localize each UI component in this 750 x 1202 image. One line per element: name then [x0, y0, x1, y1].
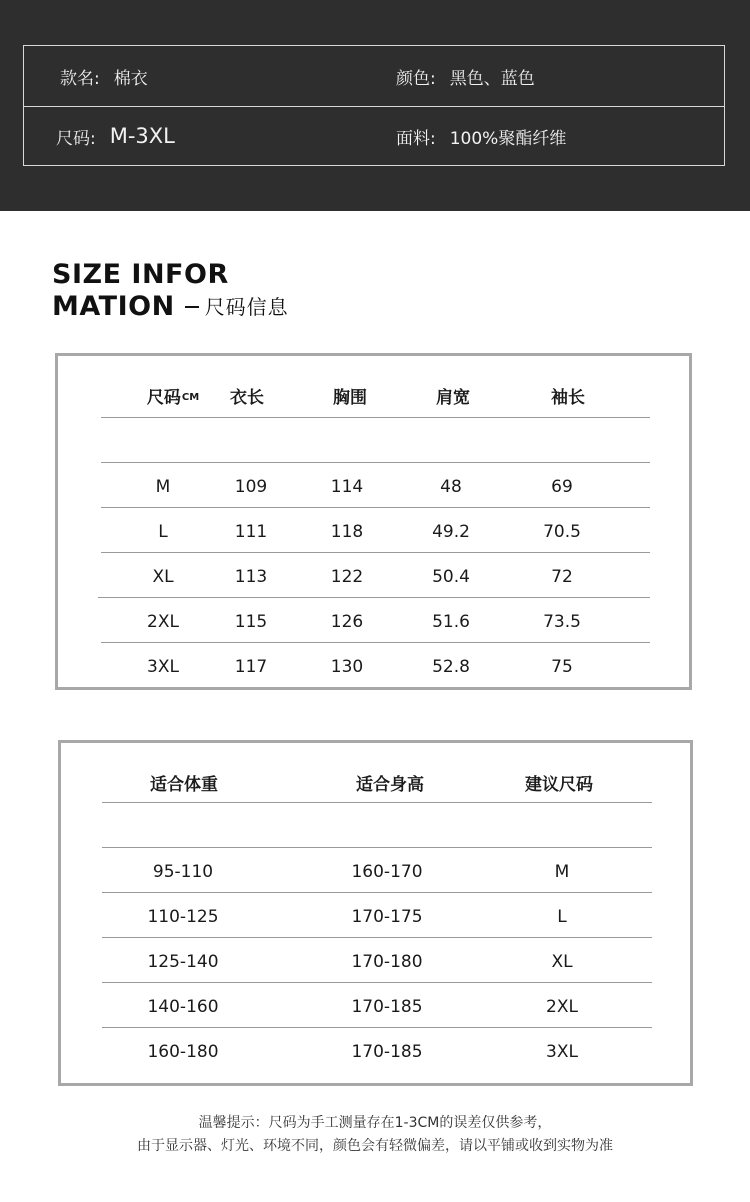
fabric-value: 100%聚酯纤维	[449, 128, 567, 149]
divider	[98, 597, 650, 598]
cell-length: 113	[234, 566, 268, 587]
table-row	[61, 1029, 690, 1074]
header-shoulder: 肩宽	[436, 388, 470, 408]
cell-height: 170-185	[351, 996, 423, 1017]
title-cn: 尺码信息	[204, 295, 289, 319]
color-value: 黑色、蓝色	[449, 68, 535, 89]
header-length: 衣长	[230, 388, 264, 408]
table-row	[61, 939, 690, 984]
table-row	[61, 849, 690, 894]
header-suggested-size: 建议尺码	[525, 775, 593, 795]
cell-height: 170-180	[351, 951, 423, 972]
cell-height: 170-175	[351, 906, 423, 927]
cell-size: 2XL	[147, 611, 179, 632]
table-row	[61, 984, 690, 1029]
divider	[101, 552, 650, 553]
divider	[101, 417, 650, 418]
fabric-cell	[396, 106, 566, 166]
cell-sleeve: 73.5	[543, 611, 581, 632]
cell-chest: 114	[330, 476, 364, 497]
cell-weight: 140-160	[147, 996, 219, 1017]
cell-length: 111	[234, 521, 268, 542]
color-cell	[396, 46, 535, 106]
note-line-1: 温馨提示：尺码为手工测量存在1-3CM的误差仅供参考，	[198, 1115, 552, 1131]
cell-weight: 160-180	[147, 1041, 219, 1062]
cell-sleeve: 72	[551, 566, 573, 587]
title-line-2	[52, 291, 289, 323]
table-row	[58, 509, 689, 554]
cell-size: M	[155, 476, 171, 497]
size-range-value: M-3XL	[109, 124, 175, 148]
cell-height: 170-185	[351, 1041, 423, 1062]
header-unit: CM	[181, 392, 200, 403]
divider	[101, 462, 650, 463]
divider	[102, 892, 652, 893]
cell-shoulder: 49.2	[432, 521, 470, 542]
cell-suggested-size: 3XL	[546, 1041, 578, 1062]
cell-shoulder: 52.8	[432, 656, 470, 677]
cell-length: 115	[234, 611, 268, 632]
cell-shoulder: 51.6	[432, 611, 470, 632]
cell-shoulder: 50.4	[432, 566, 470, 587]
cell-weight: 110-125	[147, 906, 219, 927]
cell-chest: 122	[330, 566, 364, 587]
header-height: 适合身高	[356, 775, 424, 795]
title-line-1: SIZE INFOR	[52, 259, 229, 290]
fit-table	[58, 740, 693, 1086]
table-row	[58, 554, 689, 599]
table-row	[58, 464, 689, 509]
cell-sleeve: 70.5	[543, 521, 581, 542]
info-row-2	[24, 106, 724, 166]
fit-table-header	[61, 760, 690, 805]
title-line-2-text: MATION	[52, 291, 175, 322]
cell-size: L	[158, 521, 168, 542]
cell-size: XL	[152, 566, 174, 587]
size-range-cell	[56, 106, 175, 166]
divider	[101, 507, 650, 508]
cell-length: 109	[234, 476, 268, 497]
header-weight: 适合体重	[150, 775, 218, 795]
title-dash	[185, 306, 199, 308]
cell-suggested-size: 2XL	[546, 996, 578, 1017]
cell-sleeve: 69	[551, 476, 573, 497]
size-table	[55, 353, 692, 690]
divider	[102, 847, 652, 848]
header-size	[147, 373, 199, 418]
cell-sleeve: 75	[551, 656, 573, 677]
header-chest: 胸围	[333, 388, 367, 408]
cell-suggested-size: L	[557, 906, 567, 927]
product-name-value: 棉衣	[113, 68, 148, 89]
divider	[102, 1027, 652, 1028]
header-sleeve: 袖长	[551, 388, 585, 408]
product-name-label: 款名:	[60, 68, 100, 89]
size-range-label: 尺码:	[56, 128, 96, 149]
color-label: 颜色:	[396, 68, 436, 89]
table-row	[58, 644, 689, 689]
product-info-box	[23, 45, 725, 166]
fabric-label: 面料:	[396, 128, 436, 149]
divider	[102, 937, 652, 938]
divider	[102, 982, 652, 983]
note-line-2: 由于显示器、灯光、环境不同，颜色会有轻微偏差，请以平铺或收到实物为准	[137, 1138, 613, 1154]
cell-chest: 130	[330, 656, 364, 677]
cell-suggested-size: M	[554, 861, 570, 882]
table-row	[58, 599, 689, 644]
cell-size: 3XL	[147, 656, 179, 677]
header-size-text: 尺码	[146, 388, 181, 408]
divider	[102, 802, 652, 803]
cell-weight: 125-140	[147, 951, 219, 972]
divider	[101, 642, 650, 643]
info-row-1	[24, 46, 724, 107]
cell-chest: 126	[330, 611, 364, 632]
cell-height: 160-170	[351, 861, 423, 882]
cell-shoulder: 48	[440, 476, 462, 497]
cell-weight: 95-110	[152, 861, 214, 882]
product-info-panel	[0, 0, 750, 211]
table-row	[61, 894, 690, 939]
cell-chest: 118	[330, 521, 364, 542]
size-info-title	[52, 259, 289, 323]
cell-suggested-size: XL	[551, 951, 573, 972]
cell-length: 117	[234, 656, 268, 677]
product-name-cell	[60, 46, 148, 106]
size-table-header	[58, 373, 689, 418]
